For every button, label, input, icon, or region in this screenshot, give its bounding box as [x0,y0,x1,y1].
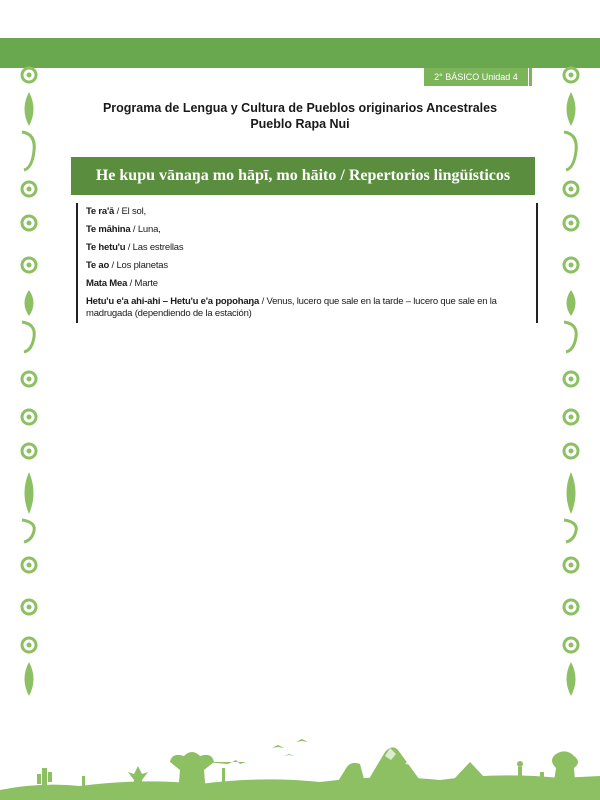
ornament-motif [22,638,36,652]
vocab-separator: / [127,278,135,289]
ornament-motif [564,322,576,352]
ornament-motif [22,68,36,82]
ornament-motif [22,182,36,196]
grade-unit-tab: 2° BÁSICO Unidad 4 [424,68,528,86]
ornament-motif [22,372,36,386]
vocab-term: Te hetu'u [86,242,126,253]
vocab-term: Mata Mea [86,278,128,289]
program-title: Programa de Lengua y Cultura de Pueblos originarios Ancestrales [102,101,498,115]
vocab-meaning: Marte [134,278,158,289]
ornament-motif [22,216,36,230]
people-name: Pueblo Rapa Nui [250,117,350,131]
vocab-meaning: Los planetas [116,260,168,271]
vocab-meaning: Luna, [137,224,161,235]
vocab-meaning: El sol, [121,206,146,217]
ornament-motif [564,410,578,424]
top-green-band [0,38,600,68]
ornament-motif [564,600,578,614]
vocab-separator: / [109,260,117,271]
ornament-motif [22,600,36,614]
ornament-motif [564,132,576,170]
ornament-motif [22,322,34,352]
ornament-motif [564,68,578,82]
vocab-term: Hetu'u e'a ahi-ahi – Hetu'u e'a popohaŋa [86,296,260,307]
vocab-row [86,278,158,290]
ornament-motif [22,258,36,272]
vocab-meaning: Venus, lucero que sale en la tarde – lucero que sale en la madrugada (dependiendo de la estación) [86,296,497,319]
right-ornament-border [562,62,580,702]
vocab-meaning: Las estrellas [132,242,184,253]
ornament-motif [25,472,34,514]
ornament-motif [564,182,578,196]
ornament-motif [22,558,36,572]
ornament-motif [22,444,36,458]
vocab-separator: / [130,224,138,235]
ornament-motif [564,216,578,230]
ornament-motif [22,520,34,542]
section-header [71,157,535,195]
ornament-motif [564,372,578,386]
ornament-motif [564,638,578,652]
ornament-motif [564,558,578,572]
landscape-silhouette-illustration [0,690,600,800]
vocab-row [86,242,183,254]
ornament-motif [564,520,576,542]
ornament-motif [25,290,34,316]
vocab-row [86,296,526,320]
vocabulary-box [76,203,538,323]
ornament-motif [567,472,576,514]
section-title: He kupu vānaŋa mo hāpī, mo hāito / Repertorios lingüísticos [95,167,511,184]
vocab-row [86,224,161,236]
vocab-term: Te ao [86,260,110,271]
ornament-motif [22,410,36,424]
ornament-motif [22,132,34,170]
ornament-motif [564,444,578,458]
ornament-motif [567,290,576,316]
vocab-row [86,260,168,272]
vocab-separator: / [259,296,267,307]
vocab-separator: / [125,242,133,253]
vocab-term: Te māhina [86,224,131,235]
vocab-term: Te ra'ā [86,206,115,217]
left-ornament-border [20,62,38,702]
vocab-row [86,206,146,218]
ornament-motif [564,258,578,272]
vocab-separator: / [114,206,122,217]
